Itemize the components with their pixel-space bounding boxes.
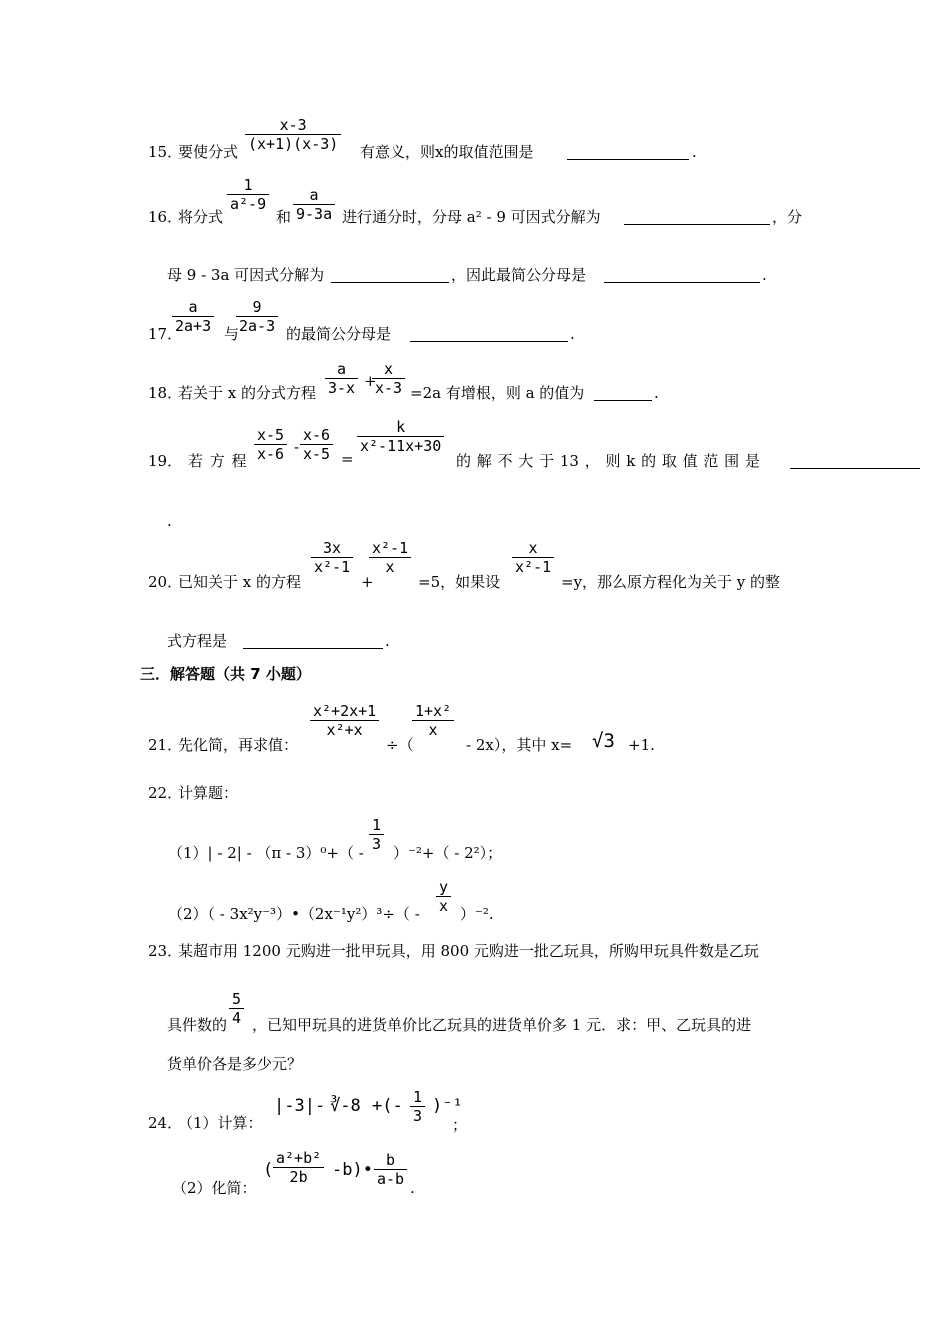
q19-number: 19． [148, 452, 183, 470]
q21-text-post: - 2x），其中 x= [466, 736, 573, 754]
q23-number: 23． [148, 942, 183, 960]
q17-f1-den: 2a+3 [175, 317, 212, 335]
q21-text: 先化简，再求值： [178, 736, 299, 754]
q19-f1-num: x-5 [254, 428, 287, 445]
q18-f1-num: a [325, 362, 358, 379]
q20-blank [243, 634, 383, 650]
q18-text-post: =2a 有增根，则 a 的值为 [410, 384, 585, 402]
q20-end: . [385, 632, 390, 650]
q15-end: . [692, 143, 697, 161]
q24-part2-end: . [410, 1179, 415, 1197]
q24-part2-mid: -b)• [332, 1160, 373, 1180]
q18-number: 18． [148, 384, 183, 402]
q21-root: √3 [592, 730, 615, 752]
q16-f2-den: 9-3a [296, 205, 333, 223]
q24-part1-root: ∛-8 [330, 1096, 361, 1116]
q16-fraction-2 [293, 188, 335, 222]
q23-line2-post: ，已知甲玩具的进货单价比乙玩具的进货单价多 1 元．求：甲、乙玩具的进 [252, 1016, 752, 1034]
q18-fraction-2 [372, 362, 405, 396]
q22-number: 22． [148, 784, 183, 802]
q15-blank [567, 145, 689, 161]
q18-text: 若关于 x 的分式方程 [178, 384, 316, 402]
q16-number: 16． [148, 208, 183, 226]
q24-p2-f1-num: a²+b² [273, 1151, 324, 1168]
q20-f1-den: x²-1 [314, 558, 351, 576]
q22-p1-den: 3 [372, 835, 382, 853]
q21-fraction-2 [412, 704, 454, 738]
q17-blank [410, 327, 568, 343]
q24-p2-f1-den: 2b [289, 1168, 308, 1186]
q19-minus: - [294, 438, 300, 456]
q22-p2-num: y [436, 880, 451, 897]
q23-f-num: 5 [229, 992, 244, 1009]
q17-f2-den: 2a-3 [239, 317, 276, 335]
q20-text: 已知关于 x 的方程 [178, 573, 301, 591]
q24-part1-expr-b: +(- [372, 1096, 403, 1116]
q15-number: 15． [148, 143, 183, 161]
q24-part2-open: ( [263, 1160, 274, 1180]
q23-line3: 货单价各是多少元？ [167, 1055, 303, 1073]
q20-plus: + [361, 573, 374, 591]
q21-f2-num: 1+x² [412, 704, 454, 721]
q16-f1-den: a²-9 [230, 195, 267, 213]
q24-part2-fraction-1 [273, 1151, 324, 1185]
q18-f1-den: 3-x [328, 379, 356, 397]
q16-blank-1 [624, 210, 770, 226]
q20-f3-num: x [512, 541, 554, 558]
q24-part1-fraction [410, 1090, 425, 1124]
q19-eq: = [341, 450, 354, 468]
q21-f2-den: x [428, 721, 438, 739]
q21-fraction-1 [310, 704, 379, 738]
q20-text-post: =y，那么原方程化为关于 y 的整 [561, 573, 781, 591]
q16-blank-3 [604, 268, 760, 284]
q24-p2-f2-den: a-b [377, 1170, 405, 1188]
q17-number: 17． [148, 325, 183, 343]
q15-fraction [245, 118, 341, 152]
q17-text: 的最简公分母是 [286, 325, 392, 343]
q16-text: 将分式 [178, 208, 224, 226]
q19-f1-den: x-6 [257, 445, 285, 463]
q16-blank-2 [331, 268, 449, 284]
q16-text-post2: ，分 [772, 208, 803, 226]
q18-plus: + [364, 372, 377, 390]
q17-f1-num: a [172, 300, 214, 317]
q22-part2-post: ）⁻². [460, 905, 494, 923]
q24-part2-fraction-2 [374, 1153, 407, 1187]
q21-tail: +1. [628, 736, 655, 754]
q19-f3-num: k [357, 420, 444, 437]
q21-number: 21． [148, 736, 183, 754]
q18-fraction-1 [325, 362, 358, 396]
q15-frac-den: (x+1)(x-3) [248, 135, 339, 153]
q15-frac-num: x-3 [245, 118, 341, 135]
q16-f1-num: 1 [227, 178, 269, 195]
q16-line2-b: ，因此最简公分母是 [451, 266, 587, 284]
q17-fraction-1 [172, 300, 214, 334]
q20-f1-num: 3x [311, 541, 353, 558]
q22-part2-pre: （2）（ - 3x²y⁻³）•（2x⁻¹y²）³÷（ - [168, 905, 420, 923]
q24-part1-end: ； [452, 1116, 468, 1134]
q15-text-post: 有意义，则x的取值范围是 [360, 143, 534, 161]
q17-end: . [570, 325, 575, 343]
q23-fraction [229, 992, 244, 1026]
q24-p2-f2-num: b [374, 1153, 407, 1170]
q24-part1-expr-a: |-3|- [274, 1096, 326, 1116]
q16-text-post: 进行通分时，分母 a² - 9 可因式分解为 [342, 208, 601, 226]
q24-number: 24． [148, 1114, 183, 1132]
q19-fraction-1 [254, 428, 287, 462]
q17-fraction-2 [236, 300, 278, 334]
q15-text: 要使分式 [178, 143, 239, 161]
q16-end: . [762, 266, 767, 284]
q21-f1-den: x²+x [326, 721, 363, 739]
q24-p1-num: 1 [410, 1090, 425, 1107]
q19-fraction-3 [357, 420, 444, 454]
q20-f2-den: x [385, 558, 395, 576]
q24-part1-expr-c: )⁻¹ [432, 1096, 463, 1116]
q16-line2: 母 9 - 3a 可因式分解为 [167, 266, 325, 284]
q24-part1-label: （1）计算： [178, 1114, 263, 1132]
q22-p2-den: x [439, 897, 449, 915]
q18-f2-den: x-3 [375, 379, 403, 397]
q22-title: 计算题： [178, 784, 239, 802]
q21-f1-num: x²+2x+1 [310, 704, 379, 721]
q16-f2-num: a [293, 188, 335, 205]
q17-f2-num: 9 [236, 300, 278, 317]
q19-fraction-2 [300, 428, 333, 462]
q23-f-den: 4 [232, 1009, 242, 1027]
q23-line2-pre: 具件数的 [167, 1016, 228, 1034]
q18-blank [594, 386, 652, 402]
q24-part2-label: （2）化简： [172, 1179, 257, 1197]
q22-part1-pre: （1）| - 2| - （π - 3）⁰+（ - [168, 844, 364, 862]
q22-part1-post: ）⁻²+（ - 2²）； [393, 844, 503, 862]
q20-fraction-1 [311, 541, 353, 575]
q20-fraction-2 [369, 541, 411, 575]
q23-line1: 某超市用 1200 元购进一批甲玩具，用 800 元购进一批乙玩具，所购甲玩具件数是乙玩 [178, 942, 759, 960]
q16-fraction-1 [227, 178, 269, 212]
q19-f2-den: x-5 [303, 445, 331, 463]
q22-part2-fraction [436, 880, 451, 914]
q19-text: 若 方 程 [188, 452, 247, 470]
q20-mid: =5，如果设 [418, 573, 501, 591]
q19-text-post: 的 解 不 大 于 13 ， 则 k 的 取 值 范 围 是 [456, 452, 760, 470]
q18-end: . [654, 384, 659, 402]
q20-number: 20． [148, 573, 183, 591]
q20-f2-num: x²-1 [369, 541, 411, 558]
q19-f2-num: x-6 [300, 428, 333, 445]
q19-end: . [167, 512, 172, 530]
q16-mid: 和 [276, 208, 292, 226]
q22-part1-fraction [369, 818, 384, 852]
q20-f3-den: x²-1 [515, 558, 552, 576]
q21-div: ÷（ [386, 736, 414, 754]
q17-mid: 与 [224, 325, 240, 343]
section-heading: 三．解答题（共 7 小题） [140, 665, 311, 683]
q24-p1-den: 3 [413, 1107, 423, 1125]
q22-p1-num: 1 [369, 818, 384, 835]
q18-f2-num: x [372, 362, 405, 379]
q20-fraction-3 [512, 541, 554, 575]
q19-blank [790, 454, 920, 470]
q19-f3-den: x²-11x+30 [360, 437, 442, 455]
q20-line2: 式方程是 [167, 632, 228, 650]
